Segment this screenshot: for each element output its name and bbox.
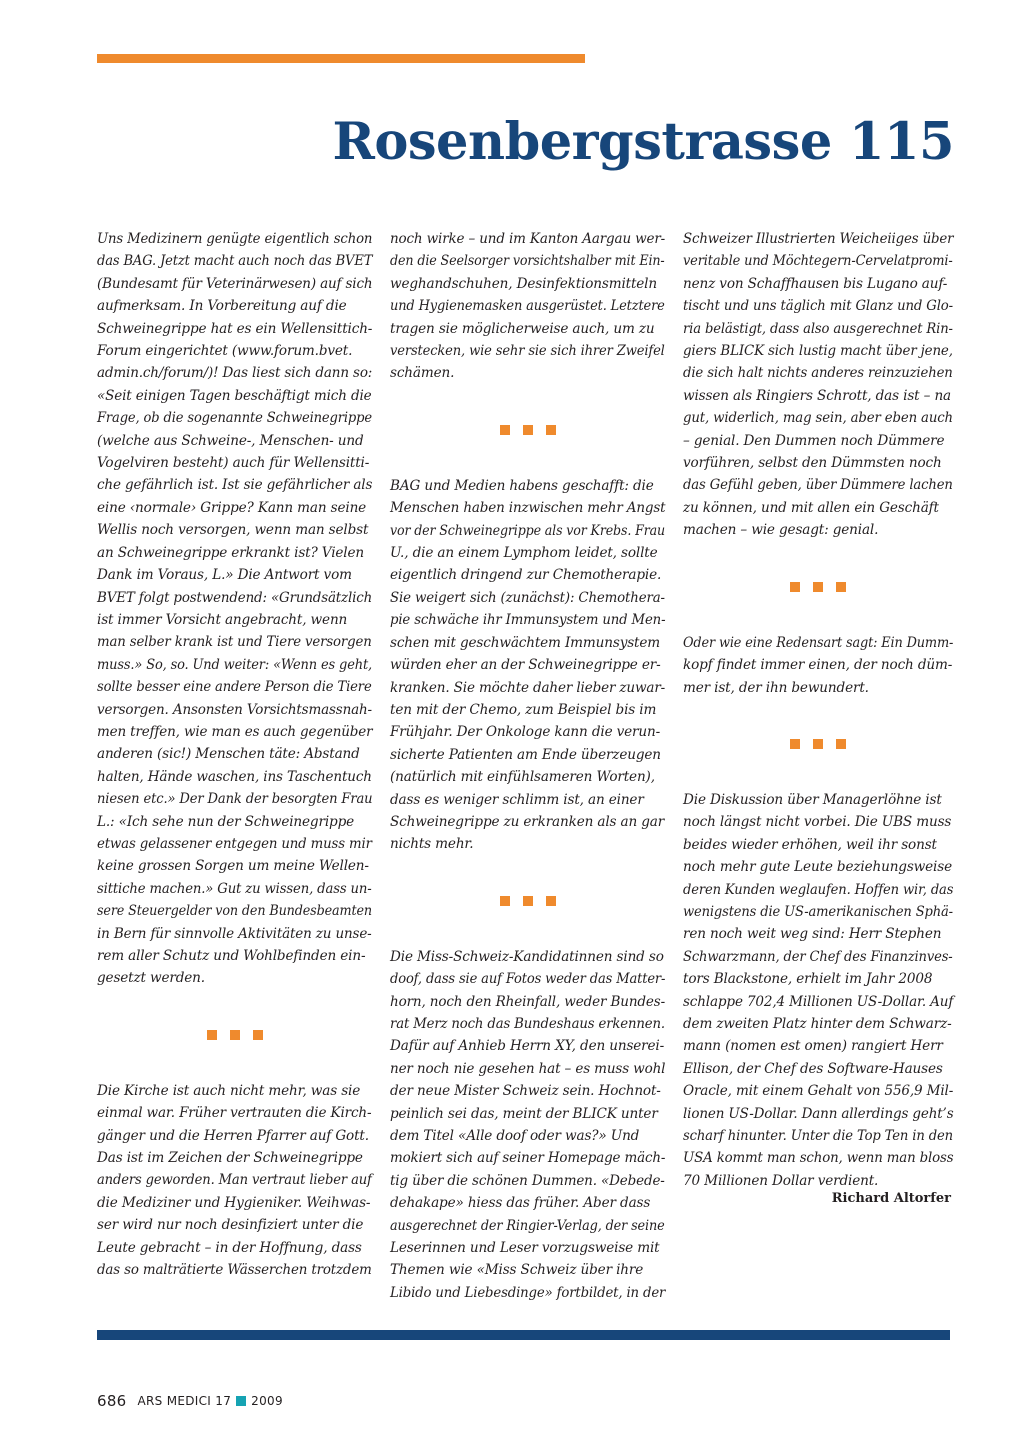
separator-square-icon xyxy=(813,582,823,592)
text-line: giers BLICK sich lustig macht über jene, xyxy=(683,343,953,360)
text-line: zu können, und mit allen ein Geschäft xyxy=(683,499,939,516)
page-footer xyxy=(97,1392,283,1410)
text-line: ren noch weit weg sind: Herr Stephen xyxy=(683,926,942,943)
text-line: scharf hinunter. Unter die Top Ten in den xyxy=(683,1128,953,1144)
text-line: Oracle, mit einem Gehalt von 556,9 Mil- xyxy=(683,1083,954,1100)
text-line: das Gefühl geben, über Dümmere lachen xyxy=(683,477,953,494)
top-accent-bar xyxy=(97,54,585,63)
text-line: gut, widerlich, mag sein, aber eben auch xyxy=(683,410,953,427)
text-line: ist immer Vorsicht angebracht, wenn xyxy=(97,611,348,628)
text-line: halten, Hände waschen, ins Taschentuch xyxy=(97,768,372,785)
text-line: anders geworden. Man vertraut lieber auf xyxy=(97,1172,372,1189)
text-line: keine grossen Sorgen um meine Wellen- xyxy=(97,858,369,875)
text-line: dehakape» hiess das früher. Aber dass xyxy=(390,1195,651,1212)
footer-square-icon xyxy=(236,1396,246,1406)
text-line: mer ist, der ihn bewundert. xyxy=(683,679,869,696)
separator-square-icon xyxy=(790,739,800,749)
text-line: Das ist im Zeichen der Schweinegrippe xyxy=(97,1150,363,1167)
article-paragraph xyxy=(97,228,372,990)
text-line: gänger und die Herren Pfarrer auf Gott. xyxy=(97,1127,369,1144)
text-line: Sie weigert sich (zunächst): Chemothera- xyxy=(390,589,665,606)
text-line: an Schweinegrippe erkrankt ist? Vielen xyxy=(97,544,364,561)
text-line: Dank im Voraus, L.» Die Antwort vom xyxy=(97,567,352,584)
text-line: «Seit einigen Tagen beschäftigt mich die xyxy=(97,387,372,404)
text-line: dass es weniger schlimm ist, an einer xyxy=(390,791,644,808)
text-column-2 xyxy=(390,228,665,1304)
bottom-rule xyxy=(97,1330,950,1340)
text-line: dem Titel «Alle doof oder was?» Und xyxy=(390,1128,640,1144)
text-line: Frage, ob die sogenannte Schweinegrippe xyxy=(97,410,372,427)
text-line: tig über die schönen Dummen. «Debede- xyxy=(390,1172,665,1189)
text-line: die Mediziner und Hygieniker. Weihwas- xyxy=(97,1194,371,1211)
text-line: in Bern für sinnvolle Aktivitäten zu unse- xyxy=(97,925,372,942)
text-line: Uns Medizinern genügte eigentlich schon xyxy=(97,231,373,247)
text-line: Schwarzmann, der Chef des Finanzinves- xyxy=(683,948,953,965)
text-line: (Bundesamt für Veterinärwesen) auf sich xyxy=(97,275,373,292)
text-line: Schweizer Illustrierten Weicheiiges über xyxy=(683,231,954,247)
magazine-name: ARS MEDICI 17 xyxy=(137,1394,232,1408)
text-line: kranken. Sie möchte daher lieber zuwar- xyxy=(390,679,666,696)
text-line: ausgerechnet der Ringier-Verlag, der seine xyxy=(390,1217,665,1234)
text-line: Die Diskussion über Managerlöhne ist xyxy=(683,791,942,808)
article-paragraph xyxy=(683,789,953,1192)
issue-year: 2009 xyxy=(251,1394,283,1408)
text-line: aufmerksam. In Vorbereitung auf die xyxy=(97,298,347,315)
page-number: 686 xyxy=(97,1392,127,1410)
separator-square-icon xyxy=(546,896,556,906)
separator-square-icon xyxy=(813,739,823,749)
text-line: men treffen, wie man es auch gegenüber xyxy=(97,723,373,740)
text-line: schlappe 702,4 Millionen US-Dollar. Auf xyxy=(683,993,954,1010)
text-line: weghandschuhen, Desinfektionsmitteln xyxy=(390,275,657,292)
text-line: Leserinnen und Leser vorzugsweise mit xyxy=(390,1240,660,1257)
text-column-1 xyxy=(97,228,372,1281)
text-line: das so malträtierte Wässerchen trotzdem xyxy=(97,1262,372,1279)
text-line: sere Steuergelder von den Bundesbeamten xyxy=(97,903,372,920)
text-line: dem zweiten Platz hinter dem Schwarz- xyxy=(683,1015,952,1032)
text-line: peinlich sei das, meint der BLICK unter xyxy=(390,1105,658,1122)
text-line: BVET folgt postwendend: «Grundsätzlich xyxy=(97,589,373,606)
text-line: sittiche machen.» Gut zu wissen, dass un- xyxy=(97,880,372,897)
text-line: sollte besser eine andere Person die Tiere xyxy=(97,679,372,696)
text-line: doof, dass sie auf Fotos weder das Matter- xyxy=(390,971,666,988)
text-line: Libido und Liebesdinge» fortbildet, in der xyxy=(390,1284,666,1301)
text-line: wissen als Ringiers Schrott, das ist – na xyxy=(683,387,952,404)
text-line: das BAG. Jetzt macht auch noch das BVET xyxy=(97,253,373,270)
text-line: admin.ch/forum/)! Das liest sich dann so: xyxy=(97,365,373,382)
text-line: ser wird nur noch desinfiziert unter die xyxy=(97,1217,364,1234)
text-line: USA kommt man schon, wenn man bloss xyxy=(683,1150,954,1167)
text-line: Die Kirche ist auch nicht mehr, was sie xyxy=(97,1082,361,1099)
text-column-3 xyxy=(683,228,953,1192)
article-paragraph xyxy=(390,228,665,385)
article-paragraph xyxy=(390,475,665,856)
text-line: tragen sie möglicherweise auch, um zu xyxy=(390,320,655,337)
text-line: niesen etc.» Der Dank der besorgten Frau xyxy=(97,791,373,808)
text-line: ria belästigt, dass also ausgerechnet Rin- xyxy=(683,320,953,337)
section-separator xyxy=(390,856,665,946)
text-line: der neue Mister Schweiz sein. Hochnot- xyxy=(390,1083,661,1100)
text-line: che gefährlich ist. Ist sie gefährlicher als xyxy=(97,477,373,494)
text-line: rem aller Schutz und Wohlbefinden ein- xyxy=(97,948,366,964)
text-line: rat Merz noch das Bundeshaus erkennen. xyxy=(390,1015,665,1032)
article-paragraph xyxy=(683,632,953,699)
text-line: nichts mehr. xyxy=(390,836,474,853)
text-line: versorgen. Ansonsten Vorsichtsmassnah- xyxy=(97,701,372,718)
text-line: Schweinegrippe zu erkranken als an gar xyxy=(390,813,665,830)
text-line: Dafür auf Anhieb Herrn XY, den unserei- xyxy=(390,1038,665,1055)
text-line: Frühjahr. Der Onkologe kann die verun- xyxy=(390,724,661,741)
text-line: schämen. xyxy=(390,365,455,382)
text-line: Forum eingerichtet (www.forum.bvet. xyxy=(97,343,353,360)
text-line: Vogelviren besteht) auch für Wellensitti- xyxy=(97,455,370,472)
separator-square-icon xyxy=(836,582,846,592)
separator-square-icon xyxy=(500,896,510,906)
text-line: lionen US-Dollar. Dann allerdings geht’s xyxy=(683,1105,954,1122)
text-line: vorführen, selbst den Dümmsten noch xyxy=(683,455,942,472)
text-line: Die Miss-Schweiz-Kandidatinnen sind so xyxy=(390,948,664,965)
text-line: Menschen haben inzwischen mehr Angst xyxy=(390,500,666,517)
author-name: Richard Altorfer xyxy=(831,1191,951,1206)
text-line: mokiert sich auf seiner Homepage mäch- xyxy=(390,1150,666,1167)
article-paragraph xyxy=(683,228,953,542)
text-line: verstecken, wie sehr sie sich ihrer Zweifel xyxy=(390,343,665,360)
text-line: noch mehr gute Leute beziehungsweise xyxy=(683,859,952,876)
text-line: deren Kunden weglaufen. Hoffen wir, das xyxy=(683,881,954,898)
text-line: machen – wie gesagt: genial. xyxy=(683,522,879,539)
text-line: U., die an einem Lymphom leidet, sollte xyxy=(390,545,658,562)
text-line: würden eher an der Schweinegrippe er- xyxy=(390,657,661,674)
article-paragraph xyxy=(390,946,665,1305)
text-line: nenz von Schaffhausen bis Lugano auf- xyxy=(683,275,948,292)
text-line: die sich halt nichts anderes reinzuziehen xyxy=(683,365,953,382)
text-line: gesetzt werden. xyxy=(97,970,205,987)
text-line: ten mit der Chemo, zum Beispiel bis im xyxy=(390,701,657,718)
text-line: veritable und Möchtegern-Cervelatpromi- xyxy=(683,253,953,270)
section-separator xyxy=(97,990,372,1080)
text-line: Ellison, der Chef des Software-Hauses xyxy=(683,1060,943,1077)
text-line: mann (nomen est omen) rangiert Herr xyxy=(683,1038,943,1055)
text-line: muss.» So, so. Und weiter: «Wenn es geht, xyxy=(97,656,373,673)
article-title: Rosenbergstrasse 115 xyxy=(332,112,954,172)
text-line: horn, noch den Rheinfall, weder Bundes- xyxy=(390,993,666,1010)
text-line: etwas gelassener entgegen und muss mir xyxy=(97,835,372,852)
text-line: (natürlich mit einfühlsameren Worten), xyxy=(390,769,655,786)
text-line: tors Blackstone, erhielt im Jahr 2008 xyxy=(683,971,933,988)
text-line: Oder wie eine Redensart sagt: Ein Dumm- xyxy=(683,634,954,651)
text-line: vor der Schweinegrippe als vor Krebs. Frau xyxy=(390,522,665,539)
separator-square-icon xyxy=(207,1030,217,1040)
text-line: den die Seelsorger vorsichtshalber mit Ein- xyxy=(390,253,665,270)
separator-square-icon xyxy=(500,425,510,435)
separator-square-icon xyxy=(253,1030,263,1040)
section-separator xyxy=(683,699,953,789)
text-line: pie schwäche ihr Immunsystem und Men- xyxy=(390,612,666,629)
separator-square-icon xyxy=(230,1030,240,1040)
section-separator xyxy=(390,385,665,475)
text-line: schen mit geschwächtem Immunsystem xyxy=(390,634,660,651)
separator-square-icon xyxy=(546,425,556,435)
text-line: noch wirke – und im Kanton Aargau wer- xyxy=(390,231,666,247)
text-line: Themen wie «Miss Schweiz über ihre xyxy=(390,1262,644,1279)
text-line: Leute gebracht – in der Hoffnung, dass xyxy=(97,1239,362,1256)
text-line: und Hygienemasken ausgerüstet. Letztere xyxy=(390,298,665,315)
text-line: ner noch nie gesehen hat – es muss wohl xyxy=(390,1060,666,1077)
text-line: 70 Millionen Dollar verdient. xyxy=(683,1172,879,1189)
text-line: anderen (sic!) Menschen täte: Abstand xyxy=(97,746,360,763)
text-line: L.: «Ich sehe nun der Schweinegrippe xyxy=(97,813,355,830)
separator-square-icon xyxy=(790,582,800,592)
text-line: eigentlich dringend zur Chemotherapie. xyxy=(390,567,662,584)
article-paragraph xyxy=(97,1080,372,1282)
text-line: kopf findet immer einen, der noch düm- xyxy=(683,657,953,674)
separator-square-icon xyxy=(523,896,533,906)
text-line: beides wieder erhöhen, weil ihr sonst xyxy=(683,836,937,853)
text-line: man selber krank ist und Tiere versorgen xyxy=(97,634,372,651)
text-line: einmal war. Früher vertrauten die Kirch- xyxy=(97,1105,372,1122)
section-separator xyxy=(683,542,953,632)
text-line: (welche aus Schweine-, Menschen- und xyxy=(97,432,364,449)
text-line: wenigstens die US-amerikanischen Sphä- xyxy=(683,903,953,920)
text-line: tischt und uns täglich mit Glanz und Glo- xyxy=(683,298,953,315)
separator-square-icon xyxy=(523,425,533,435)
text-line: – genial. Den Dummen noch Dümmere xyxy=(683,432,945,449)
text-line: Schweinegrippe hat es ein Wellensittich- xyxy=(97,320,373,337)
text-line: eine ‹normale› Grippe? Kann man seine xyxy=(97,499,367,516)
separator-square-icon xyxy=(836,739,846,749)
text-line: Wellis noch versorgen, wenn man selbst xyxy=(97,522,369,539)
text-line: noch längst nicht vorbei. Die UBS muss xyxy=(683,814,952,831)
text-line: sicherte Patienten am Ende überzeugen xyxy=(390,746,661,763)
text-line: BAG und Medien habens geschafft: die xyxy=(390,477,654,494)
